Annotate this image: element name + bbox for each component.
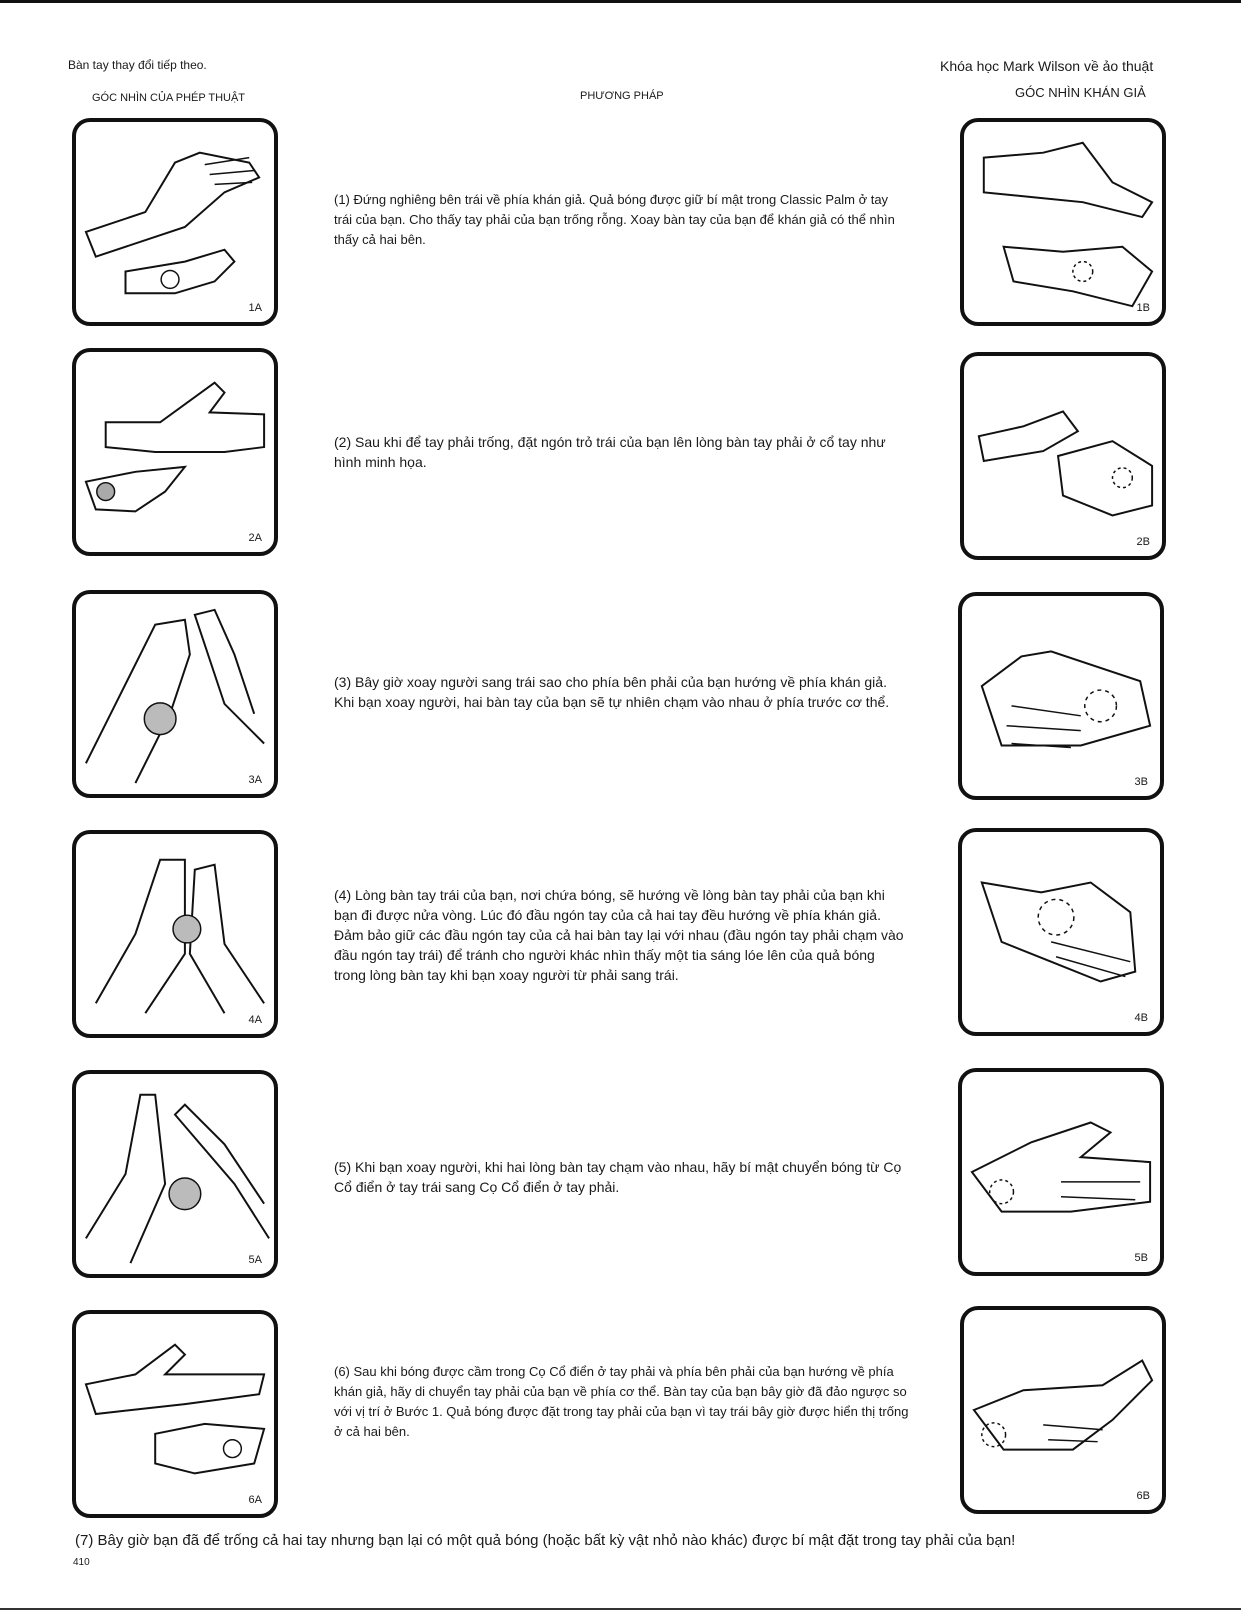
top-rule — [0, 0, 1241, 3]
step-1-text: (1) Đứng nghiêng bên trái về phía khán giả. Quả bóng được giữ bí mật trong Classic Palm ở tay trái của bạn. Cho thấy tay phải của bạn trống rỗng. Xoay bàn tay của bạn để khán giả có thể nhìn thấy cả hai bên. — [334, 192, 895, 247]
hand-illustration-icon — [964, 356, 1162, 556]
figure-5a — [72, 1070, 278, 1278]
figure-4a — [72, 830, 278, 1038]
hand-illustration-icon — [76, 1074, 274, 1274]
hand-illustration-icon — [962, 1072, 1160, 1272]
figure-label: 5B — [1134, 1252, 1148, 1264]
figure-3b — [958, 592, 1164, 800]
figure-1b — [960, 118, 1166, 326]
figure-label: 3A — [248, 774, 262, 786]
figure-label: 4A — [248, 1014, 262, 1026]
hand-illustration-icon — [962, 832, 1160, 1032]
figure-label: 5A — [248, 1254, 262, 1266]
figure-2a — [72, 348, 278, 556]
figure-label: 6A — [248, 1494, 262, 1506]
step-2-text: (2) Sau khi để tay phải trống, đặt ngón trỏ trái của bạn lên lòng bàn tay phải ở cổ tay như hình minh họa. — [334, 434, 886, 470]
column-heading-magician: GÓC NHÌN CỦA PHÉP THUẬT — [92, 92, 246, 104]
figure-label: 2B — [1136, 536, 1150, 548]
step-3-text: (3) Bây giờ xoay người sang trái sao cho phía bên phải của bạn hướng về phía khán giả. Khi bạn xoay người, hai bàn tay của bạn sẽ tự nhiên chạm vào nhau ở phía trước cơ thể. — [334, 674, 890, 710]
column-heading-audience: GÓC NHÌN KHÁN GIẢ — [1015, 85, 1146, 100]
figure-4b — [958, 828, 1164, 1036]
figure-label: 1A — [248, 302, 262, 314]
hand-illustration-icon — [964, 1310, 1162, 1510]
header-left: Bàn tay thay đổi tiếp theo. — [68, 58, 207, 72]
figure-2b — [960, 352, 1166, 560]
figure-label: 1B — [1136, 302, 1150, 314]
hand-illustration-icon — [76, 352, 274, 552]
hand-illustration-icon — [962, 596, 1160, 796]
figure-5b — [958, 1068, 1164, 1276]
figure-label: 3B — [1134, 776, 1148, 788]
step-6-text: (6) Sau khi bóng được cầm trong Cọ Cổ điển ở tay phải và phía bên phải của bạn hướng về phía khán giả, hãy di chuyển tay phải của bạn về phía cơ thể. Bàn tay của bạn bây giờ đã đảo ngược so với vị trí ở Bước 1. Quả bóng được đặt trong tay phải của bạn vì tay trái bây giờ được hiển thị trống ở cả hai bên. — [334, 1364, 909, 1439]
step-5-text: (5) Khi bạn xoay người, khi hai lòng bàn tay chạm vào nhau, hãy bí mật chuyển bóng từ Cọ Cổ điển ở tay trái sang Cọ Cổ điển ở tay phải. — [334, 1159, 902, 1195]
figure-6b — [960, 1306, 1166, 1514]
column-heading-method: PHƯƠNG PHÁP — [580, 90, 664, 102]
figure-label: 2A — [248, 532, 262, 544]
figure-label: 4B — [1134, 1012, 1148, 1024]
figure-3a — [72, 590, 278, 798]
hand-illustration-icon — [964, 122, 1162, 322]
final-step-text: (7) Bây giờ bạn đã để trống cả hai tay nhưng bạn lại có một quả bóng (hoặc bất kỳ vật nhỏ nào khác) được bí mật đặt trong tay phải của bạn! — [75, 1532, 1016, 1549]
hand-illustration-icon — [76, 834, 274, 1034]
step-4-text: (4) Lòng bàn tay trái của bạn, nơi chứa bóng, sẽ hướng về lòng bàn tay phải của bạn khi bạn đi được nửa vòng. Lúc đó đầu ngón tay của cả hai tay đều hướng về phía khán giả. Đảm bảo giữ các đầu ngón tay của cả hai bàn tay lại với nhau (đầu ngón tay phải chạm vào đầu ngón tay trái) để tránh cho người khác nhìn thấy một tia sáng lóe lên của quả bóng trong lòng bàn tay khi bạn xoay người từ phải sang trái. — [334, 887, 904, 983]
hand-illustration-icon — [76, 594, 274, 794]
figure-label: 6B — [1136, 1490, 1150, 1502]
header-right: Khóa học Mark Wilson về ảo thuật — [940, 58, 1154, 74]
figure-1a — [72, 118, 278, 326]
hand-illustration-icon — [76, 122, 274, 322]
hand-illustration-icon — [76, 1314, 274, 1514]
page-number: 410 — [73, 1557, 90, 1568]
figure-6a — [72, 1310, 278, 1518]
